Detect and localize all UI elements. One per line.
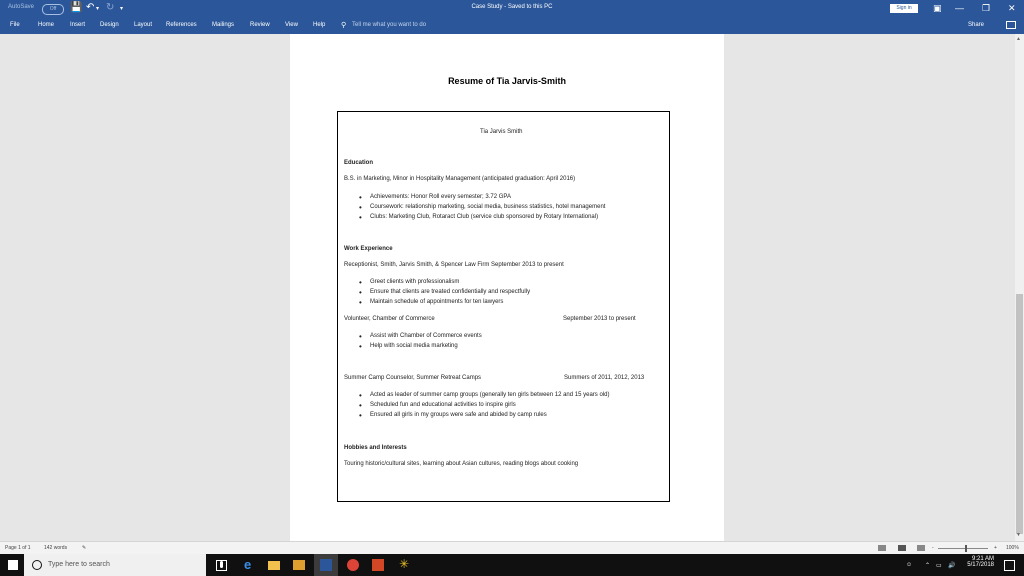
list-item: • Achievements: Honor Roll every semester; 3.72 GPA (370, 194, 511, 200)
word-logo-icon (320, 559, 332, 571)
job2-line: Volunteer, Chamber of Commerce (344, 316, 435, 322)
taskbar-search-box[interactable] (24, 554, 206, 576)
read-mode-icon[interactable] (878, 545, 886, 551)
tab-view[interactable]: View (285, 22, 298, 28)
page-count[interactable]: Page 1 of 1 (5, 545, 31, 551)
list-item: • Greet clients with professionalism (370, 279, 459, 285)
job1-line: Receptionist, Smith, Jarvis Smith, & Spencer Law Firm September 2013 to present (344, 262, 564, 268)
minimize-icon[interactable]: — (955, 3, 964, 13)
list-item: • Scheduled fun and educational activities to inspire girls (370, 402, 516, 408)
document-workspace (0, 34, 1015, 541)
undo-dropdown-icon[interactable]: ▾ (96, 6, 100, 12)
undo-icon[interactable]: ↶ (86, 2, 95, 13)
windows-start-icon[interactable] (8, 560, 18, 570)
list-item: • Acted as leader of summer camp groups (generally ten girls between 12 and 15 years old) (370, 392, 609, 398)
proofing-icon[interactable]: ✎ (82, 545, 87, 551)
tab-help[interactable]: Help (313, 22, 326, 28)
sign-in-button[interactable]: Sign in (890, 4, 918, 13)
list-item: • Maintain schedule of appointments for ten lawyers (370, 299, 503, 305)
lightbulb-icon: ⚲ (341, 22, 347, 29)
scroll-up-icon[interactable]: ▲ (1016, 36, 1021, 42)
task-view-icon[interactable] (216, 560, 227, 571)
list-item: • Assist with Chamber of Commerce events (370, 333, 482, 339)
list-item: • Clubs: Marketing Club, Rotaract Club (service club sponsored by Rotary International) (370, 214, 598, 220)
education-heading: Education (344, 160, 374, 166)
scroll-down-icon[interactable]: ▼ (1016, 532, 1021, 538)
tab-file[interactable]: File (10, 22, 20, 28)
tab-mailings[interactable]: Mailings (212, 22, 235, 28)
ribbon-display-options-icon[interactable]: ▣ (933, 3, 942, 13)
system-clock[interactable] (954, 556, 994, 568)
degree-line: B.S. in Marketing, Minor in Hospitality Management (anticipated graduation: April 2016) (344, 176, 576, 182)
list-item: • Coursework: relationship marketing, social media, business statistics, hotel management (370, 204, 605, 210)
zoom-slider[interactable] (938, 548, 988, 549)
tab-insert[interactable]: Insert (70, 22, 86, 28)
zoom-level[interactable]: 100% (1006, 545, 1019, 551)
scroll-thumb[interactable] (1016, 294, 1023, 534)
network-icon[interactable]: ▭ (936, 563, 942, 569)
comments-icon[interactable] (1006, 21, 1016, 29)
document-title: Case Study - Saved to this PC (471, 4, 553, 10)
show-hidden-icons-icon[interactable]: ⌃ (925, 563, 931, 569)
tab-review[interactable]: Review (250, 22, 270, 28)
job3-line: Summer Camp Counselor, Summer Retreat Camps (344, 375, 482, 381)
print-layout-icon[interactable] (898, 545, 906, 551)
autosave-toggle[interactable]: Off (42, 4, 64, 15)
job2-date: September 2013 to present (563, 316, 636, 322)
title-bar (0, 0, 1024, 18)
action-center-icon[interactable] (1004, 560, 1015, 571)
share-button[interactable]: Share (968, 22, 985, 28)
work-heading: Work Experience (344, 246, 393, 252)
tab-home[interactable]: Home (38, 22, 55, 28)
tab-layout[interactable]: Layout (134, 22, 153, 28)
zoom-out-icon[interactable]: - (932, 545, 934, 551)
zoom-in-icon[interactable]: + (994, 545, 997, 551)
windows-taskbar (0, 554, 1024, 576)
volume-icon[interactable]: 🔊 (948, 563, 956, 569)
redo-icon[interactable]: ↻ (106, 2, 115, 13)
ribbon-tabs (0, 18, 1024, 34)
customize-qat-icon[interactable]: ▾ (120, 6, 124, 12)
file-explorer-icon[interactable] (268, 561, 280, 570)
hobbies-heading: Hobbies and Interests (344, 445, 407, 451)
zoom-slider-thumb[interactable] (965, 545, 967, 552)
close-icon[interactable]: ✕ (1008, 3, 1016, 13)
resume-name: Tia Jarvis Smith (480, 129, 523, 135)
document-page[interactable] (290, 34, 724, 541)
people-icon[interactable]: ☺ (906, 562, 913, 568)
vertical-scrollbar[interactable] (1015, 34, 1024, 541)
status-bar (0, 541, 1024, 555)
resume-table[interactable] (337, 111, 670, 502)
autosave-label: AutoSave (8, 4, 35, 10)
restore-icon[interactable]: ❐ (982, 3, 991, 13)
list-item: • Help with social media marketing (370, 343, 458, 349)
tab-references[interactable]: References (166, 22, 197, 28)
tab-design[interactable]: Design (100, 22, 119, 28)
document-heading: Resume of Tia Jarvis-Smith (448, 76, 566, 86)
edge-browser-icon[interactable]: e (244, 557, 252, 572)
save-icon[interactable]: 💾 (70, 2, 83, 13)
powerpoint-icon[interactable] (372, 559, 384, 571)
clock-date: 5/17/2018 (967, 562, 994, 568)
list-item: • Ensure that clients are treated confidentially and respectfully (370, 289, 530, 295)
store-icon[interactable] (293, 560, 305, 570)
chrome-icon[interactable] (347, 559, 359, 571)
list-item: • Ensured all girls in my groups were safe and abided by camp rules (370, 412, 547, 418)
clock-time: 9:21 AM (971, 556, 994, 562)
cortana-icon (32, 560, 42, 570)
search-placeholder: Type here to search (48, 561, 110, 568)
hobbies-text: Touring historic/cultural sites, learning about Asian cultures, reading blogs about cooking (344, 461, 579, 467)
job3-date: Summers of 2011, 2012, 2013 (564, 375, 645, 381)
web-layout-icon[interactable] (917, 545, 925, 551)
word-count[interactable]: 142 words (44, 545, 68, 551)
settings-app-icon[interactable]: ✳ (399, 557, 410, 571)
tell-me-search[interactable]: Tell me what you want to do (352, 22, 427, 28)
